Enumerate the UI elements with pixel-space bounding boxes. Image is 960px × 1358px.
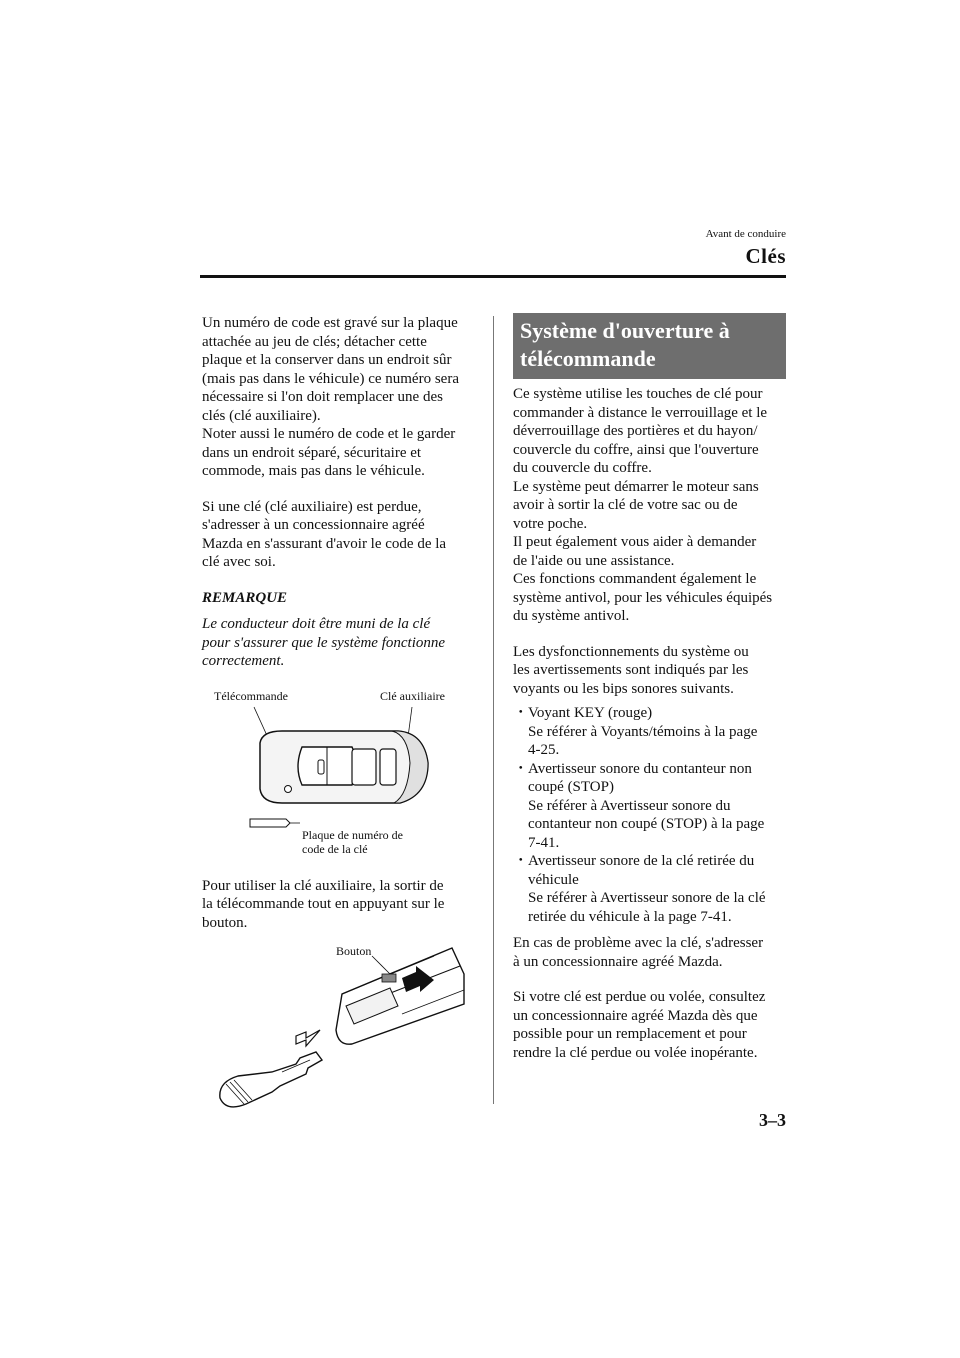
paragraph-malfunctions: Les dysfonctionnements du système ou les avertissements sont indiqués par les voyants ou les bips sonores suivants. bbox=[513, 643, 749, 697]
label-key-plate-2: code de la clé bbox=[302, 841, 368, 856]
paragraph-key-problem: En cas de problème avec la clé, s'adresser à un concessionnaire agréé Mazda. bbox=[513, 935, 764, 970]
figure-aux-key-removal bbox=[202, 934, 482, 1119]
header-section: Avant de conduire bbox=[705, 228, 786, 240]
column-divider bbox=[493, 316, 494, 1104]
label-button: Bouton bbox=[336, 944, 372, 958]
remarque-note: Le conducteur doit être muni de la clé pour s'assurer que le système fonctionne correctement. bbox=[202, 616, 446, 669]
label-auxiliary-key: Clé auxiliaire bbox=[380, 688, 445, 703]
right-column bbox=[513, 313, 793, 1062]
paragraph-lost-stolen: Si votre clé est perdue ou volée, consultez un concessionnaire agréé Mazda dès que possible pour un remplacement et pour rendre la clé perdue ou volée inopérante. bbox=[513, 989, 766, 1061]
bullet-icon: ･ bbox=[517, 760, 525, 777]
header-rule bbox=[200, 275, 786, 278]
smart-key-illustration bbox=[202, 703, 482, 833]
bullet-icon: ･ bbox=[517, 705, 525, 721]
paragraph-system-intro: Ce système utilise les touches de clé pour commander à distance le verrouillage et le déverrouillage des portières et du hayon/ couvercle du coffre, ainsi que l'ouverture du couvercle du coffre. Le système peut démarrer le moteur sans avoir à sortir la clé de votre sac ou de votre poche. Il peut également vous aider à demander de l'aide ou une assistance. Ces fonctions commandent également le système antivol, pour les véhicules équipés du système antivol. bbox=[513, 386, 773, 624]
remarque-heading: REMARQUE bbox=[202, 589, 288, 606]
label-remote: Télécommande bbox=[214, 688, 288, 703]
bullet-item: ･ Avertisseur sonore du contanteur non coupé (STOP) Se référer à Avertisseur sonore du contanteur non coupé (STOP) à la page 7-41. bbox=[517, 760, 765, 851]
bullet-item: ･ Avertisseur sonore de la clé retirée du véhicule Se référer à Avertisseur sonore de la clé retirée du véhicule à la page 7-41. bbox=[517, 853, 766, 925]
paragraph-lost-key: Si une clé (clé auxiliaire) est perdue, s'adresser à un concessionnaire agréé Mazda en s'assurant d'avoir le code de la clé avec soi. bbox=[202, 498, 447, 570]
section-heading-remote-system: Système d'ouverture à télécommande bbox=[513, 313, 786, 379]
label-key-plate-1: Plaque de numéro de bbox=[302, 827, 403, 842]
page-title: Clés bbox=[745, 244, 786, 268]
figure-smart-key bbox=[202, 689, 482, 869]
left-column bbox=[202, 314, 482, 1119]
paragraph-code-plate: Un numéro de code est gravé sur la plaque attachée au jeu de clés; détacher cette plaque et la conserver dans un endroit sûr (mais pas dans le véhicule) ce numéro sera nécessaire si l'on doit remplacer une des clés (clé auxiliaire). Noter aussi le numéro de code et le garder dans un endroit séparé, sécuritaire et commode, mais pas dans le véhicule. bbox=[202, 315, 459, 479]
page-number: 3–3 bbox=[759, 1110, 786, 1130]
bullet-icon: ･ bbox=[517, 853, 525, 869]
aux-key-removal-illustration bbox=[202, 934, 482, 1119]
bullet-item: ･ Voyant KEY (rouge) Se référer à Voyants/témoins à la page 4-25. bbox=[517, 705, 758, 758]
paragraph-use-aux-key: Pour utiliser la clé auxiliaire, la sortir de la télécommande tout en appuyant sur le bouton. bbox=[202, 877, 445, 931]
